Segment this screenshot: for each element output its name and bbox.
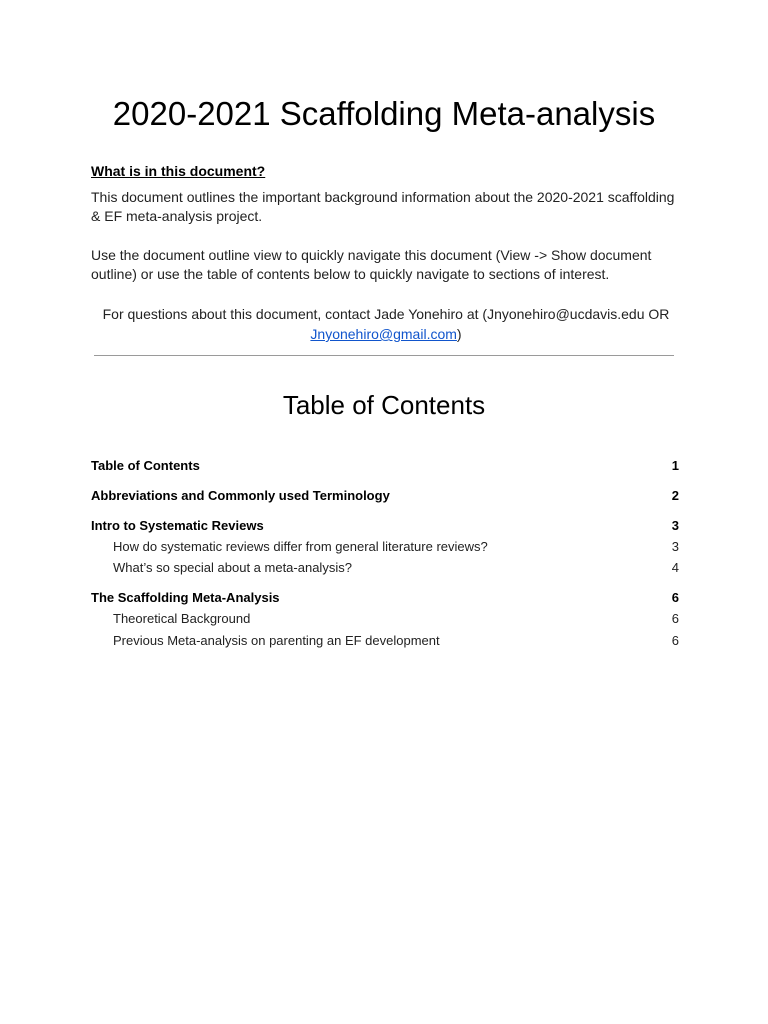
document-title: 2020-2021 Scaffolding Meta-analysis	[112, 95, 656, 132]
contact-text: For questions about this document, contact Jade Yonehiro at (Jnyonehiro@ucdavis.edu OR	[102, 306, 670, 322]
toc-entry[interactable]	[91, 588, 679, 608]
toc-entry[interactable]	[91, 516, 679, 536]
toc-entry-page[interactable]: 3	[671, 518, 679, 533]
toc-entry-label[interactable]: Table of Contents	[91, 458, 200, 473]
toc-entry-label[interactable]: Theoretical Background	[113, 611, 251, 626]
contact-suffix: )	[456, 326, 462, 342]
toc-entry-page[interactable]: 2	[671, 488, 679, 503]
toc-subentry[interactable]	[91, 558, 679, 578]
toc-subentry[interactable]	[91, 609, 679, 629]
toc-entry-page[interactable]: 4	[671, 560, 679, 575]
toc-entry-label[interactable]: Abbreviations and Commonly used Terminology	[91, 488, 390, 503]
toc-entry-label[interactable]: The Scaffolding Meta-Analysis	[91, 590, 280, 605]
toc-entry-label[interactable]: Intro to Systematic Reviews	[91, 518, 264, 533]
toc-entry-page[interactable]: 6	[671, 633, 679, 648]
toc-entry-label[interactable]: What’s so special about a meta-analysis?	[113, 560, 352, 575]
horizontal-divider	[94, 355, 674, 356]
toc-subentry[interactable]	[91, 537, 679, 557]
toc-entry-label[interactable]: How do systematic reviews differ from general literature reviews?	[113, 539, 488, 554]
contact-paragraph	[91, 304, 681, 344]
toc-entry-page[interactable]: 6	[671, 611, 679, 626]
toc-entry-page[interactable]: 6	[671, 590, 679, 605]
intro-paragraph: This document outlines the important background information about the 2020-2021 scaffolding & EF meta-analysis project.	[91, 189, 675, 224]
toc-subentry[interactable]	[91, 631, 679, 651]
toc-entry[interactable]	[91, 456, 679, 476]
toc-title: Table of Contents	[282, 390, 486, 420]
toc-entry[interactable]	[91, 486, 679, 506]
toc-entry-page[interactable]: 1	[671, 458, 679, 473]
toc-entry-label[interactable]: Previous Meta-analysis on parenting an EF development	[113, 633, 440, 648]
navigation-paragraph: Use the document outline view to quickly navigate this document (View -> Show document outline) or use the table of contents below to quickly navigate to sections of interest.	[91, 247, 652, 282]
section-heading: What is in this document?	[91, 163, 266, 179]
contact-email-link[interactable]: Jnyonehiro@gmail.com	[310, 326, 457, 342]
toc-entry-page[interactable]: 3	[671, 539, 679, 554]
